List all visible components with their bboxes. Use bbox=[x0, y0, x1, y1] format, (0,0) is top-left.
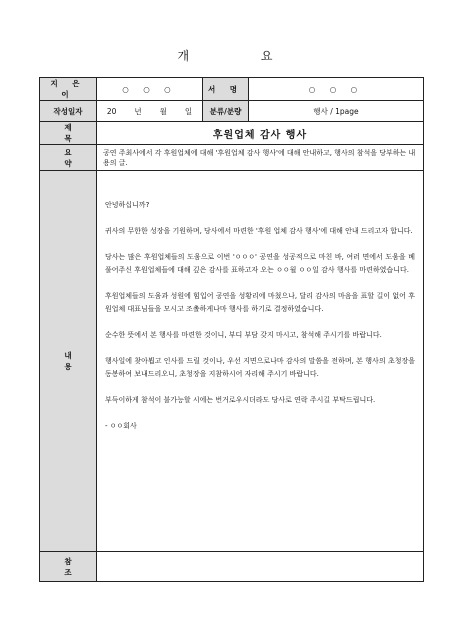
content-paragraph: 행사일에 찾아뵙고 인사를 드릴 것이나, 우선 지면으로나마 감사의 말씀을 전하며, 본 행사의 초청장을 동봉하여 보내드리오니, 초청장을 지참하시어 자리해 주시기 바랍니다. bbox=[105, 357, 415, 378]
category-label: 분류/분량 bbox=[203, 101, 249, 122]
reader-value: ○ ○ ○ bbox=[249, 78, 424, 101]
content-body bbox=[97, 171, 424, 552]
summary-label: 요 약 bbox=[40, 145, 97, 171]
overview-form bbox=[39, 77, 424, 582]
category-value: 행사 / 1page bbox=[249, 101, 424, 122]
subject-label: 제 목 bbox=[40, 122, 97, 145]
summary-value: 공연 주최사에서 각 후원업체에 대해 '후원업체 감사 행사'에 대해 안내하고, 행사의 참석을 당부하는 내용의 글. bbox=[97, 145, 424, 171]
reference-value bbox=[97, 552, 424, 582]
page-title: 개 요 bbox=[177, 49, 307, 63]
date-month-unit: 월 bbox=[159, 106, 167, 116]
content-label: 내 용 bbox=[40, 171, 97, 552]
date-year: 20 bbox=[106, 106, 117, 116]
content-signature: - ㅇㅇ회사 bbox=[105, 422, 137, 430]
date-day-unit: 일 bbox=[184, 106, 193, 116]
content-paragraph: 귀사의 무한한 성장을 기원하며, 당사에서 마련한 '후원 업체 감사 행사'에 대해 안내 드리고자 합니다. bbox=[105, 227, 413, 235]
date-value bbox=[97, 101, 203, 122]
content-paragraph: 부득이하게 참석이 불가능할 시에는 번거로우시더라도 당사로 연락 주시길 부탁드립니다. bbox=[105, 396, 376, 404]
reference-label: 참 조 bbox=[40, 552, 97, 582]
content-paragraph: 순수한 뜻에서 본 행사를 마련한 것이니, 부디 부담 갖지 마시고, 참석해 주시기를 바랍니다. bbox=[105, 331, 382, 339]
subject-value: 후원업체 감사 행사 bbox=[97, 122, 424, 145]
date-year-unit: 년 bbox=[134, 106, 142, 116]
content-paragraph: 후원업체들의 도움과 성원에 힘입어 공연을 성황리에 마쳤으나, 달리 감사의 마음을 표할 길이 없어 후원업체 대표님들을 모시고 조촐하게나마 행사를 하기로 결정하였습니다. bbox=[105, 292, 415, 313]
author-value: ○ ○ ○ bbox=[97, 78, 203, 101]
date-label: 작성일자 bbox=[40, 101, 97, 122]
reader-label: 서 명 bbox=[203, 78, 249, 101]
content-paragraph: 당사는 많은 후원업체들의 도움으로 이번 'ㅇㅇㅇ' 공연을 성공적으로 마친 바, 여러 면에서 도움을 베풀어주신 후원업체들에 대해 깊은 감사를 표하고자 오는 ㅇㅇ월 ㅇㅇ일 감사 행사를 마련하였습니다. bbox=[105, 253, 415, 274]
author-label: 지 은 이 bbox=[40, 78, 97, 101]
content-paragraph: 안녕하십니까? bbox=[105, 201, 150, 209]
